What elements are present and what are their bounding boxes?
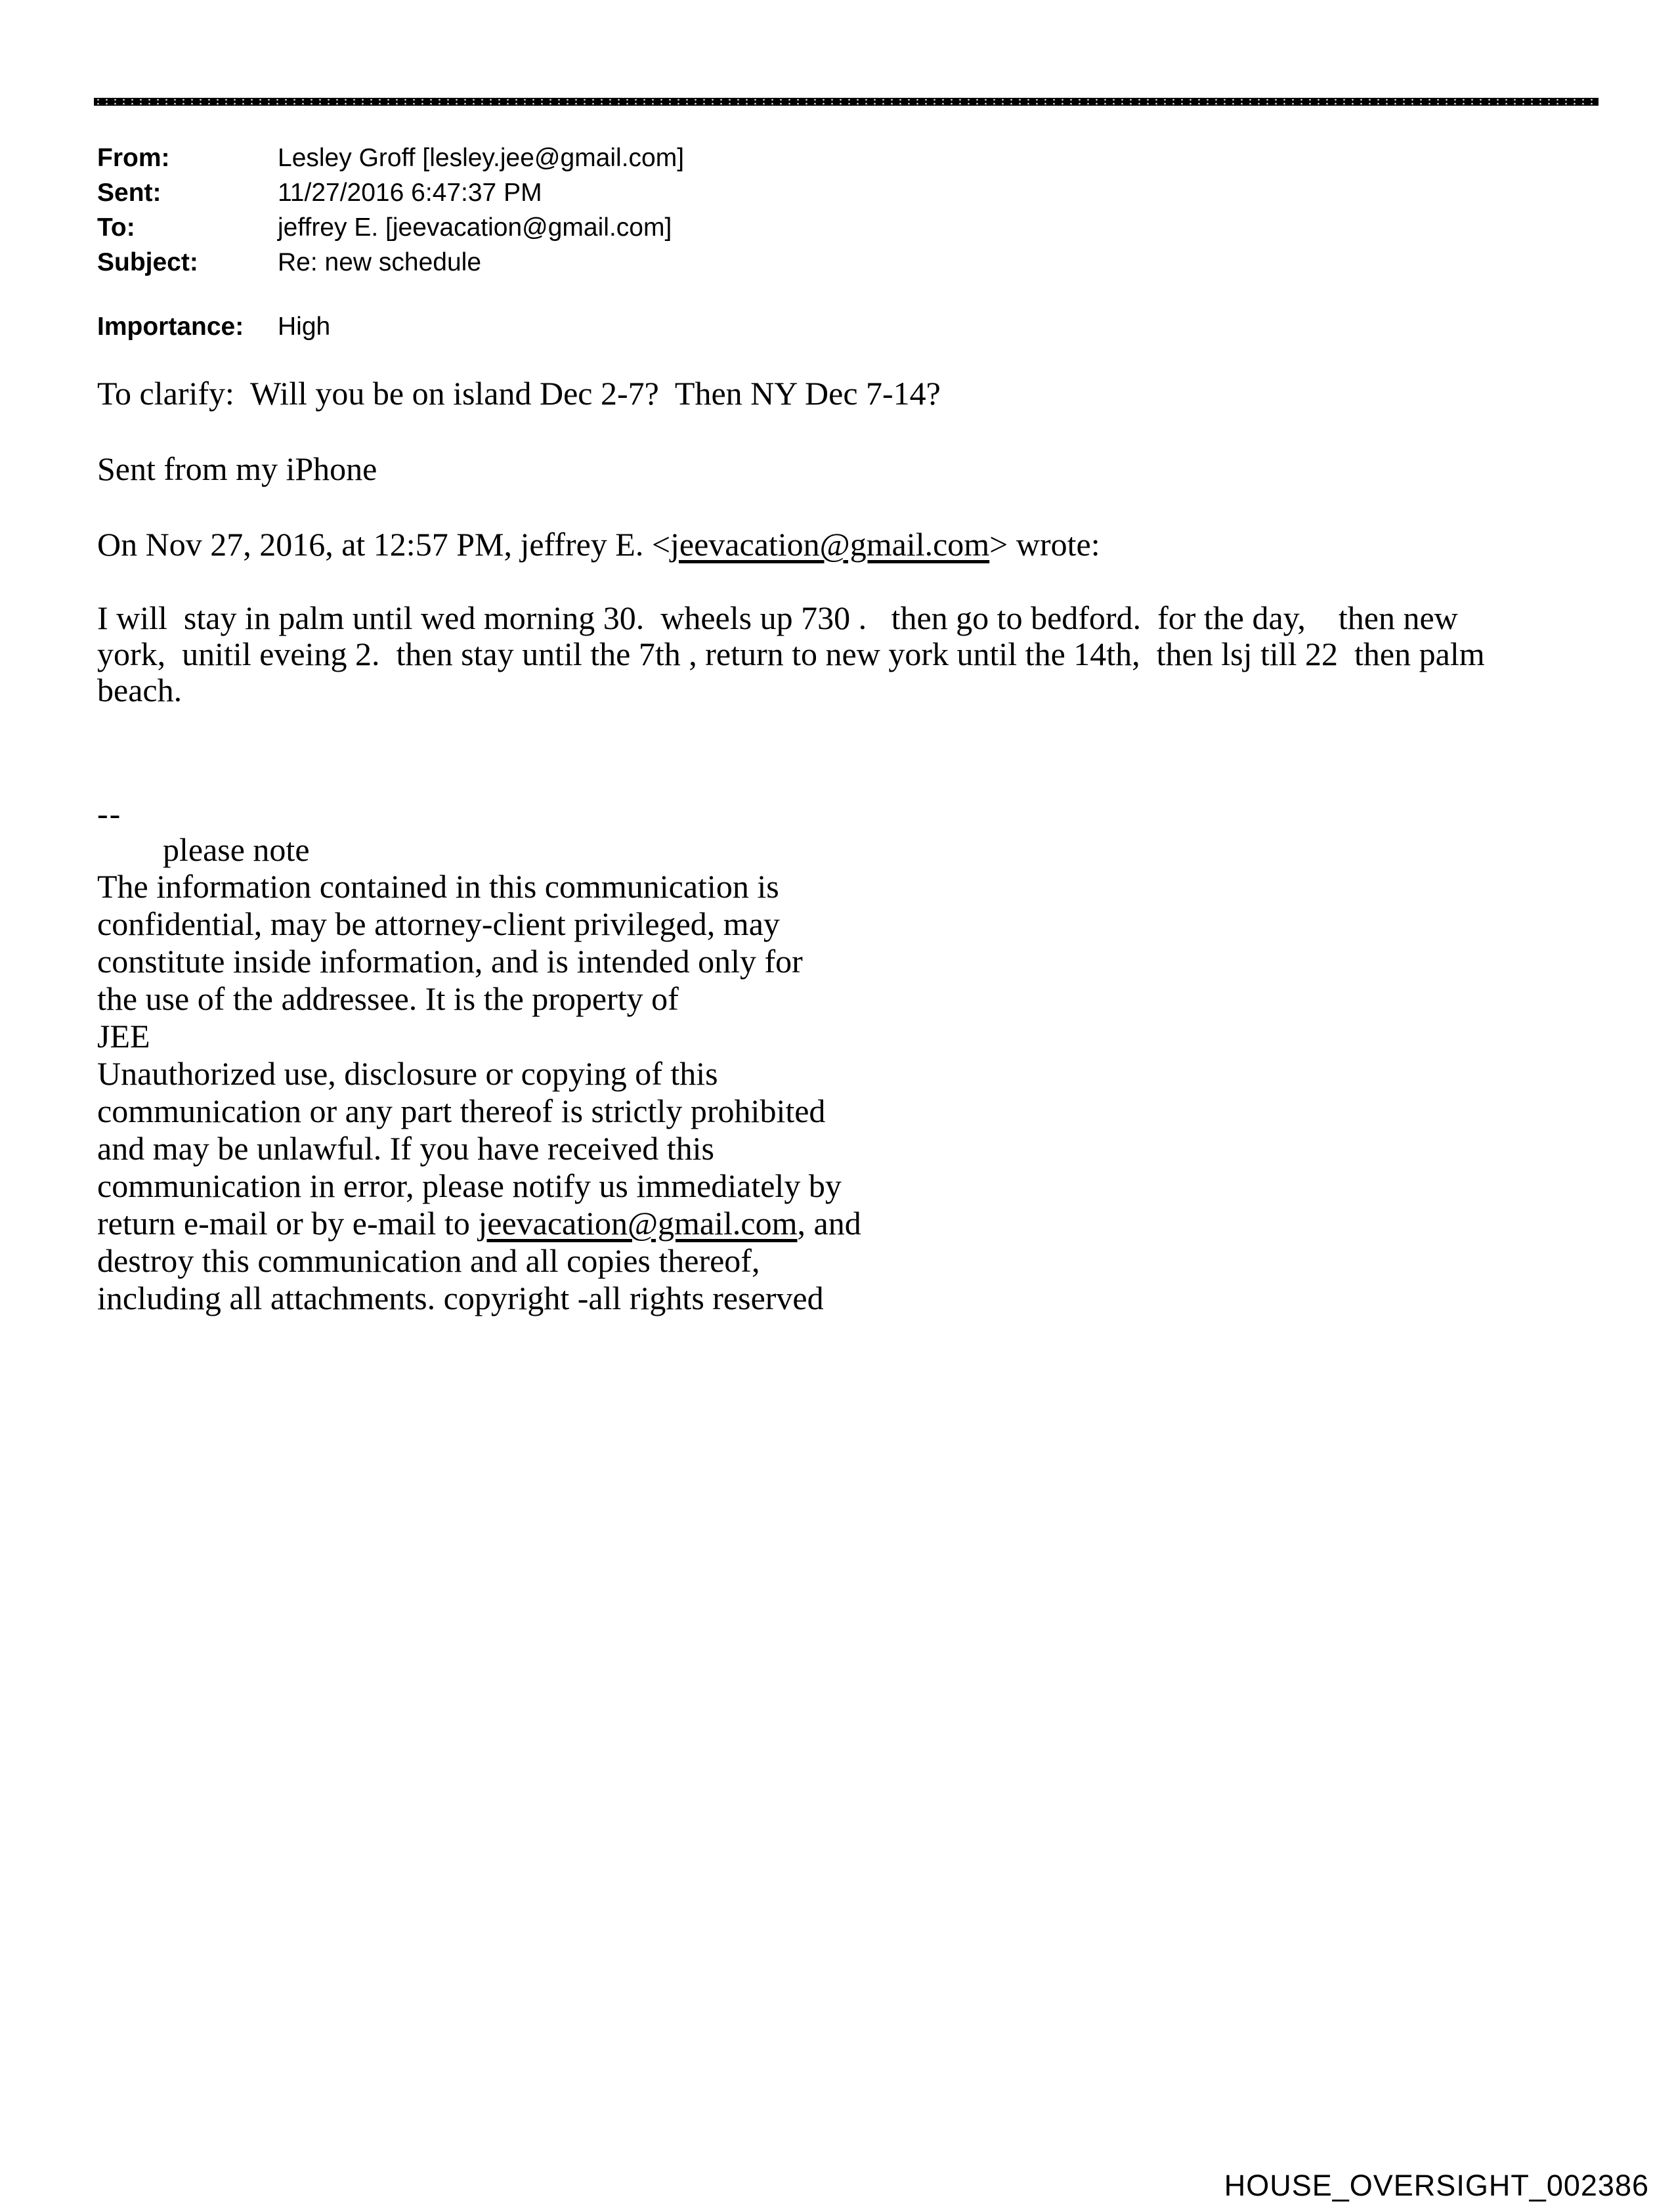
sent-label: Sent: (97, 179, 161, 207)
disclaimer-line-10: including all attachments. copyright -all rights reserved (97, 1280, 824, 1316)
header-divider-rule (94, 98, 1599, 106)
disclaimer-line-8: communication in error, please notify us immediately by (97, 1167, 842, 1204)
header-row-from (97, 141, 684, 175)
email-body (97, 376, 1515, 1317)
quote-intro-post: > wrote: (989, 526, 1100, 563)
disclaimer-email-line (97, 1205, 1016, 1242)
quoted-email-link[interactable]: jeevacation@gmail.com (670, 526, 990, 563)
sent-value: 11/27/2016 6:47:37 PM (278, 179, 542, 207)
disclaimer-line-2: confidential, may be attorney-client privileged, may (97, 905, 780, 942)
bates-number: HOUSE_OVERSIGHT_002386 (1224, 2169, 1649, 2202)
disclaimer-line-9: destroy this communication and all copies thereof, (97, 1242, 760, 1279)
disclaimer-line-jee: JEE (97, 1018, 150, 1054)
importance-value: High (278, 313, 331, 341)
disclaimer-line-5: Unauthorized use, disclosure or copying of this (97, 1055, 718, 1092)
disclaimer-line-1: The information contained in this communication is (97, 868, 779, 905)
please-note-line: please note (163, 831, 310, 868)
email-header (97, 141, 684, 344)
from-value: Lesley Groff [lesley.jee@gmail.com] (278, 144, 685, 172)
disclaimer-email-pre: return e-mail or by e-mail to (97, 1205, 479, 1242)
header-row-to (97, 210, 684, 245)
sent-from-iphone-line: Sent from my iPhone (97, 450, 377, 487)
header-row-sent (97, 175, 684, 210)
to-value: jeffrey E. [jeevacation@gmail.com] (278, 213, 672, 242)
disclaimer-line-3: constitute inside information, and is intended only for (97, 943, 803, 980)
subject-value: Re: new schedule (278, 248, 482, 276)
disclaimer-line-7: and may be unlawful. If you have received this (97, 1130, 714, 1167)
disclaimer-email-link[interactable]: jeevacation@gmail.com (478, 1205, 798, 1242)
quoted-message-intro (97, 527, 1515, 563)
from-label: From: (97, 144, 170, 172)
signature-separator: -- (97, 795, 122, 832)
disclaimer-email-post: , and (797, 1205, 861, 1242)
clarify-line: To clarify: Will you be on island Dec 2-7? Then NY Dec 7-14? (97, 375, 941, 412)
quote-intro-pre: On Nov 27, 2016, at 12:57 PM, jeffrey E. < (97, 526, 671, 563)
subject-label: Subject: (97, 248, 198, 276)
to-label: To: (97, 213, 135, 242)
disclaimer-line-4: the use of the addressee. It is the property of (97, 980, 679, 1017)
header-row-subject (97, 245, 684, 280)
schedule-paragraph: I will stay in palm until wed morning 30. wheels up 730 . then go to bedford. for the day, then new york, unitil eveing 2. then stay until the 7th , return to new york until the 14th, then lsj till 22 then palm beach. (97, 599, 1493, 708)
importance-label: Importance: (97, 313, 244, 341)
disclaimer-line-6: communication or any part thereof is strictly prohibited (97, 1093, 826, 1129)
confidentiality-disclaimer (97, 868, 1016, 1317)
header-row-importance (97, 309, 684, 344)
